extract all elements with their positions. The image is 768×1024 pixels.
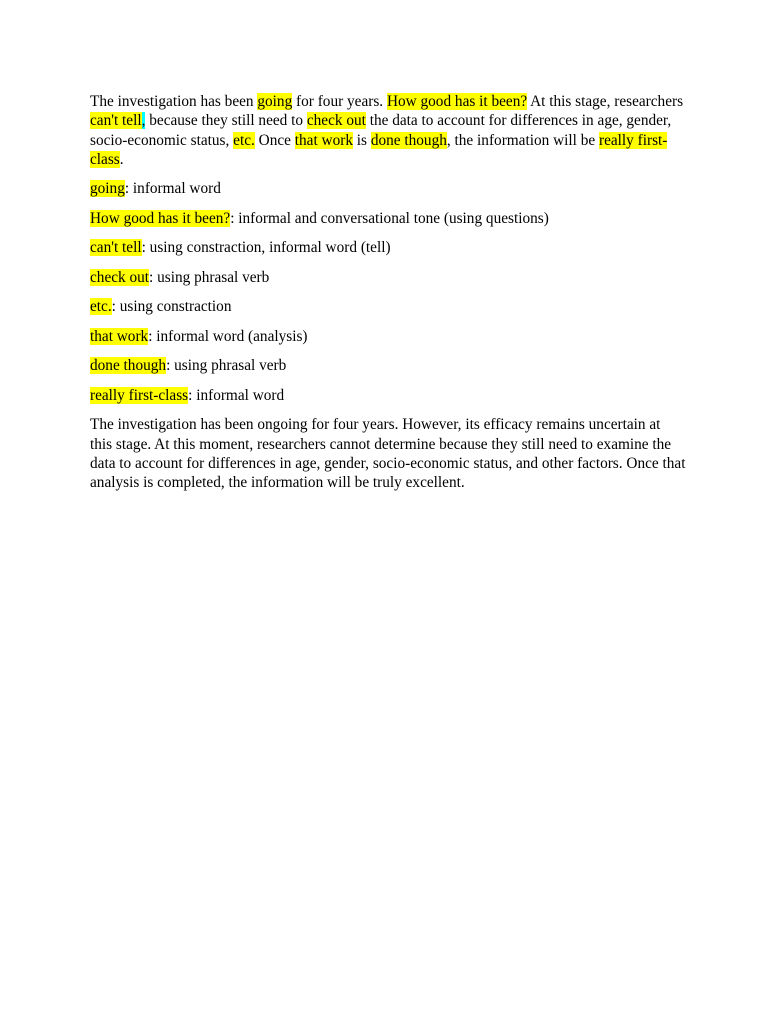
annotation-term: going (90, 180, 125, 198)
annotation-item (90, 179, 686, 198)
text-segment: the data to account for differences in age, gender, socio-economic status, (90, 112, 672, 149)
annotation-item (90, 386, 686, 405)
annotation-term: etc. (90, 298, 112, 316)
highlighted-term: that work (294, 131, 353, 149)
highlighted-term: How good has it been? (386, 93, 528, 110)
annotation-term: really first-class (90, 386, 189, 404)
document-page (90, 92, 686, 503)
annotation-term: How good has it been? (90, 209, 231, 227)
annotation-term: done though (90, 357, 167, 375)
text-segment: because they still need to (145, 112, 307, 130)
highlighted-term: can't tell (90, 112, 142, 130)
highlighted-term: etc. (233, 131, 255, 149)
annotation-term: can't tell (90, 239, 142, 257)
text-segment: Once (254, 131, 295, 149)
highlighted-term: really first-class (90, 131, 668, 168)
annotation-item (90, 297, 686, 316)
annotation-item (90, 327, 686, 346)
text-segment: . (119, 150, 124, 168)
text-segment: , the information will be (446, 131, 599, 149)
highlighted-comma: , (141, 112, 146, 130)
annotation-explanation: : informal word (188, 386, 285, 404)
original-paragraph (90, 92, 686, 169)
text-segment: The investigation has been (90, 93, 258, 110)
annotation-term: check out (90, 268, 150, 286)
annotation-explanation: : using phrasal verb (166, 357, 287, 375)
text-segment: for four years. (292, 93, 387, 110)
annotation-explanation: : informal word (analysis) (148, 327, 308, 345)
revised-paragraph: The investigation has been ongoing for four years. However, its efficacy remains uncertain at this stage. At this moment, researchers cannot determine because they still need to examine the data to account for differences in age, gender, socio-economic status, and other factors. Once that analysis is completed, the information will be truly excellent. (90, 416, 686, 492)
annotation-item (90, 209, 686, 228)
text-segment: is (352, 131, 371, 149)
annotation-item (90, 238, 686, 257)
annotation-item (90, 268, 686, 287)
annotation-explanation: : using constraction, informal word (tell) (141, 239, 391, 257)
highlighted-term: done though (370, 131, 447, 149)
highlighted-term: going (257, 93, 293, 110)
annotation-explanation: : informal word (124, 180, 221, 198)
highlighted-term: check out (306, 112, 366, 130)
annotation-item (90, 356, 686, 375)
annotation-explanation: : using phrasal verb (149, 268, 270, 286)
annotation-term: that work (90, 327, 149, 345)
text-segment: At this stage, researchers (527, 93, 684, 110)
annotation-explanation: : using constraction (111, 298, 232, 316)
annotation-explanation: : informal and conversational tone (using questions) (230, 209, 549, 227)
